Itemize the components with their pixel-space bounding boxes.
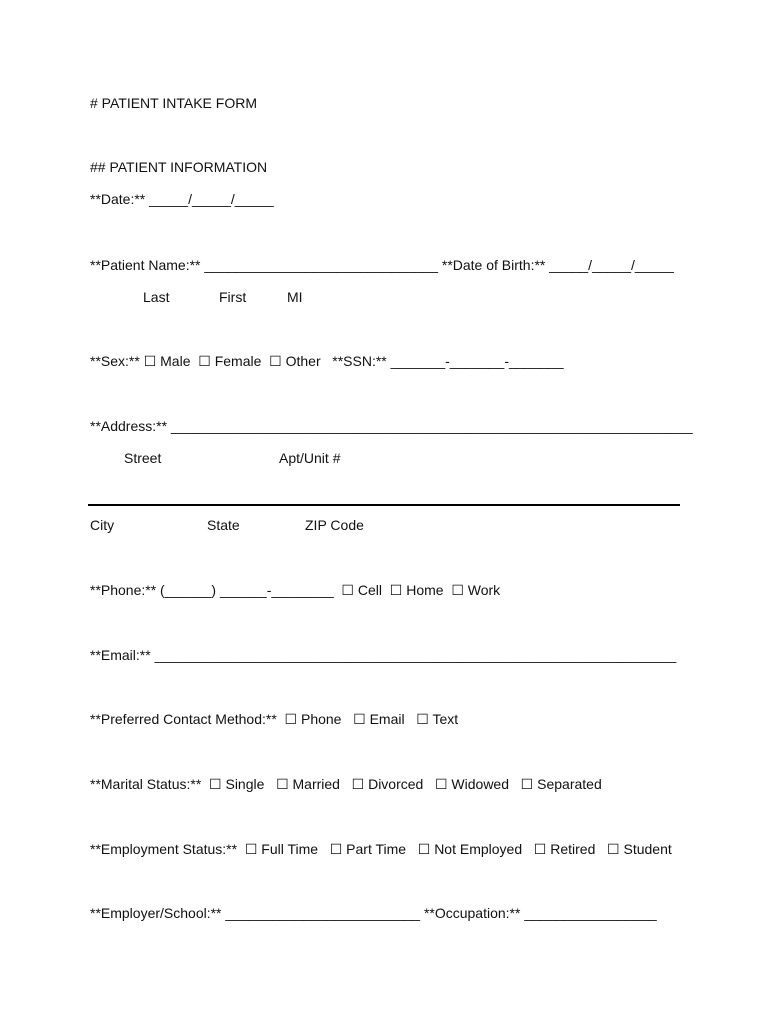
preferred-contact-line: **Preferred Contact Method:** ☐ Phone ☐ Email ☐ Text — [90, 711, 459, 727]
date-field-line: **Date:** _____/_____/_____ — [90, 191, 274, 207]
employer-occupation-line: **Employer/School:** _________________________ **Occupation:** _________________ — [90, 905, 657, 921]
sex-ssn-line: **Sex:** ☐ Male ☐ Female ☐ Other **SSN:** _______-_______-_______ — [90, 353, 564, 369]
address-sublabel-zip: ZIP Code — [305, 517, 364, 533]
patient-name-dob-line: **Patient Name:** ______________________________ **Date of Birth:** _____/_____/_____ — [90, 257, 674, 273]
horizontal-rule — [88, 504, 680, 506]
address-sublabel-state: State — [207, 517, 240, 533]
name-sublabel-first: First — [219, 289, 247, 305]
address-line: **Address:** ___________________________________________________________________ — [90, 418, 693, 434]
address-sublabel-street: Street — [124, 450, 162, 466]
section-heading-patient-information: ## PATIENT INFORMATION — [90, 159, 268, 175]
form-title: # PATIENT INTAKE FORM — [90, 95, 257, 111]
marital-status-line: **Marital Status:** ☐ Single ☐ Married ☐ Divorced ☐ Widowed ☐ Separated — [90, 776, 602, 792]
email-line: **Email:** ___________________________________________________________________ — [90, 647, 677, 663]
name-sublabel-mi: MI — [287, 289, 303, 305]
phone-line: **Phone:** (______) ______-________ ☐ Cell ☐ Home ☐ Work — [90, 582, 501, 598]
address-sublabel-apt: Apt/Unit # — [279, 450, 341, 466]
employment-status-line: **Employment Status:** ☐ Full Time ☐ Part Time ☐ Not Employed ☐ Retired ☐ Student — [90, 841, 672, 857]
name-sublabel-last: Last — [143, 289, 170, 305]
address-sublabel-city: City — [90, 517, 115, 533]
